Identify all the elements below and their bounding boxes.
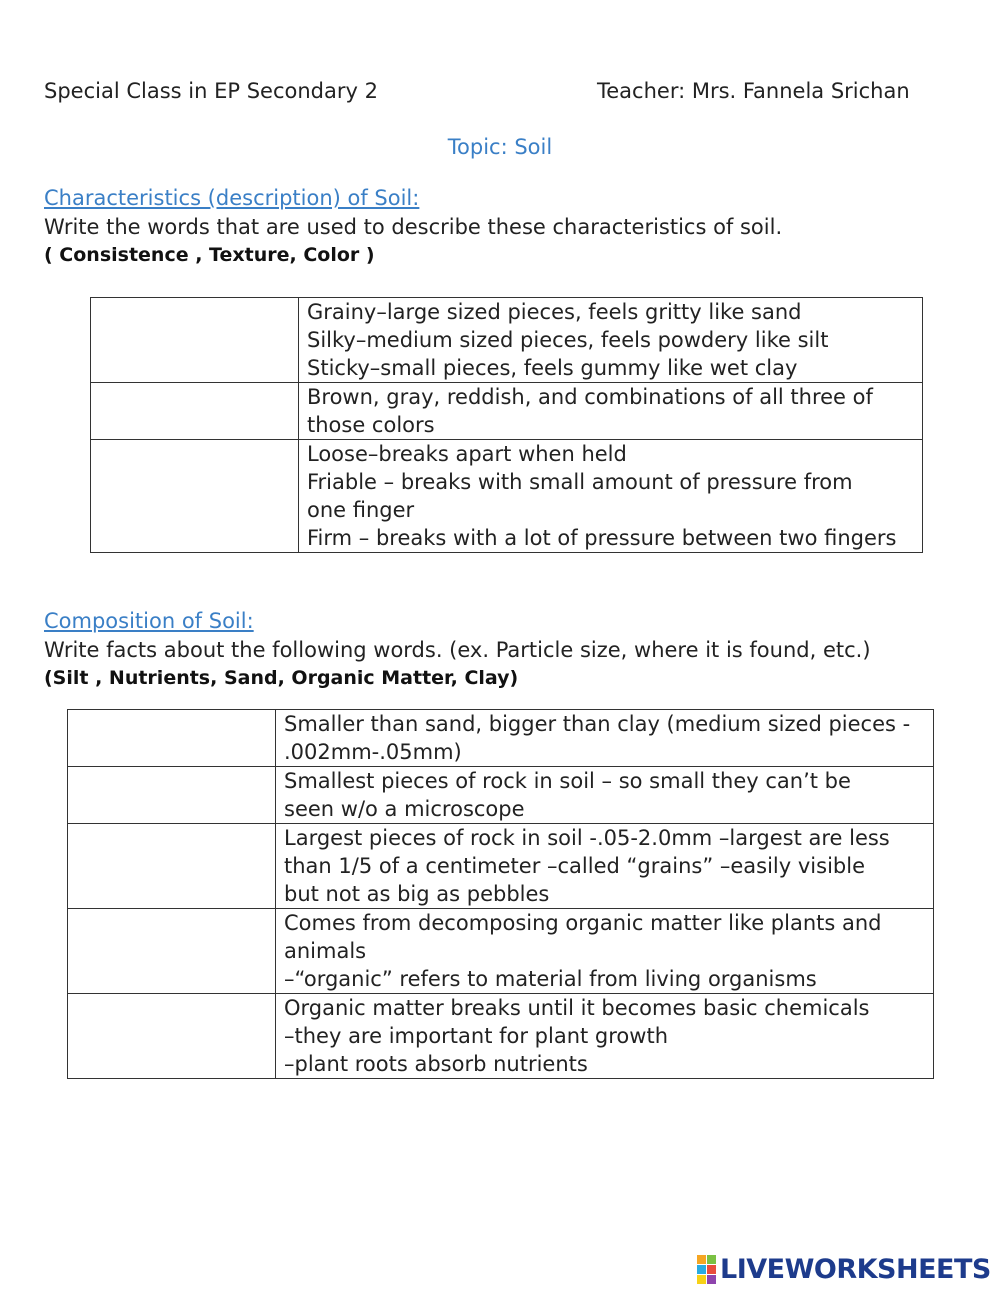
logo-block xyxy=(697,1265,706,1274)
description-line: –they are important for plant growth xyxy=(284,1024,668,1048)
logo-block xyxy=(707,1255,716,1264)
description-line: Silky–medium sized pieces, feels powdery like silt xyxy=(307,328,829,352)
answer-box[interactable] xyxy=(91,440,299,553)
description-line: Firm – breaks with a lot of pressure between two fingers xyxy=(307,526,897,550)
topic-title: Topic: Soil xyxy=(447,135,553,159)
description-line: those colors xyxy=(307,413,435,437)
description-line: –“organic” refers to material from living organisms xyxy=(284,967,817,991)
description-line: animals xyxy=(284,939,367,963)
description-line: Loose–breaks apart when held xyxy=(307,442,627,466)
description-line: Friable – breaks with small amount of pressure from xyxy=(307,470,853,494)
description-line: Smaller than sand, bigger than clay (medium sized pieces - xyxy=(284,712,911,736)
composition-row xyxy=(68,710,934,767)
characteristics-row xyxy=(91,440,923,553)
description-line: Brown, gray, reddish, and combinations of all three of xyxy=(307,385,873,409)
description-cell xyxy=(276,909,934,994)
description-line: than 1/5 of a centimeter –called “grains” –easily visible xyxy=(284,854,865,878)
composition-table xyxy=(67,709,934,1079)
description-line: seen w/o a microscope xyxy=(284,797,525,821)
answer-box[interactable] xyxy=(68,710,276,767)
composition-title: Composition of Soil: xyxy=(44,609,254,633)
composition-row xyxy=(68,909,934,994)
description-cell xyxy=(276,710,934,767)
characteristics-title: Characteristics (description) of Soil: xyxy=(44,186,420,210)
description-line: Organic matter breaks until it becomes basic chemicals xyxy=(284,996,870,1020)
characteristics-word-bank: ( Consistence , Texture, Color ) xyxy=(44,244,375,266)
description-cell xyxy=(276,824,934,909)
description-line: Sticky–small pieces, feels gummy like wet clay xyxy=(307,356,798,380)
description-line: one finger xyxy=(307,498,415,522)
description-cell xyxy=(276,767,934,824)
answer-box[interactable] xyxy=(91,298,299,383)
description-line: Smallest pieces of rock in soil – so small they can’t be xyxy=(284,769,851,793)
characteristics-table xyxy=(90,297,923,553)
class-name: Special Class in EP Secondary 2 xyxy=(44,79,378,103)
answer-box[interactable] xyxy=(68,824,276,909)
answer-box[interactable] xyxy=(68,994,276,1079)
answer-box[interactable] xyxy=(68,909,276,994)
characteristics-row xyxy=(91,383,923,440)
composition-row xyxy=(68,994,934,1079)
description-line: –plant roots absorb nutrients xyxy=(284,1052,588,1076)
teacher-name: Teacher: Mrs. Fannela Srichan xyxy=(597,79,910,103)
characteristics-row xyxy=(91,298,923,383)
description-line: Largest pieces of rock in soil -.05-2.0mm –largest are less xyxy=(284,826,890,850)
answer-box[interactable] xyxy=(68,767,276,824)
logo-text: LIVEWORKSHEETS xyxy=(720,1253,991,1285)
logo-block xyxy=(707,1275,716,1284)
description-line: Grainy–large sized pieces, feels gritty like sand xyxy=(307,300,802,324)
logo-block xyxy=(697,1275,706,1284)
liveworksheets-logo xyxy=(697,1252,991,1286)
logo-mark-icon xyxy=(697,1255,716,1284)
description-line: Comes from decomposing organic matter like plants and xyxy=(284,911,882,935)
description-line: .002mm-.05mm) xyxy=(284,740,462,764)
composition-instruction: Write facts about the following words. (ex. Particle size, where it is found, etc.) xyxy=(44,638,871,662)
logo-block xyxy=(707,1265,716,1274)
description-line: but not as big as pebbles xyxy=(284,882,550,906)
description-cell xyxy=(299,440,923,553)
composition-row xyxy=(68,767,934,824)
logo-block xyxy=(697,1255,706,1264)
description-cell xyxy=(299,298,923,383)
answer-box[interactable] xyxy=(91,383,299,440)
description-cell xyxy=(276,994,934,1079)
composition-row xyxy=(68,824,934,909)
characteristics-instruction: Write the words that are used to describe these characteristics of soil. xyxy=(44,215,783,239)
composition-word-bank: (Silt , Nutrients, Sand, Organic Matter, Clay) xyxy=(44,667,519,689)
description-cell xyxy=(299,383,923,440)
